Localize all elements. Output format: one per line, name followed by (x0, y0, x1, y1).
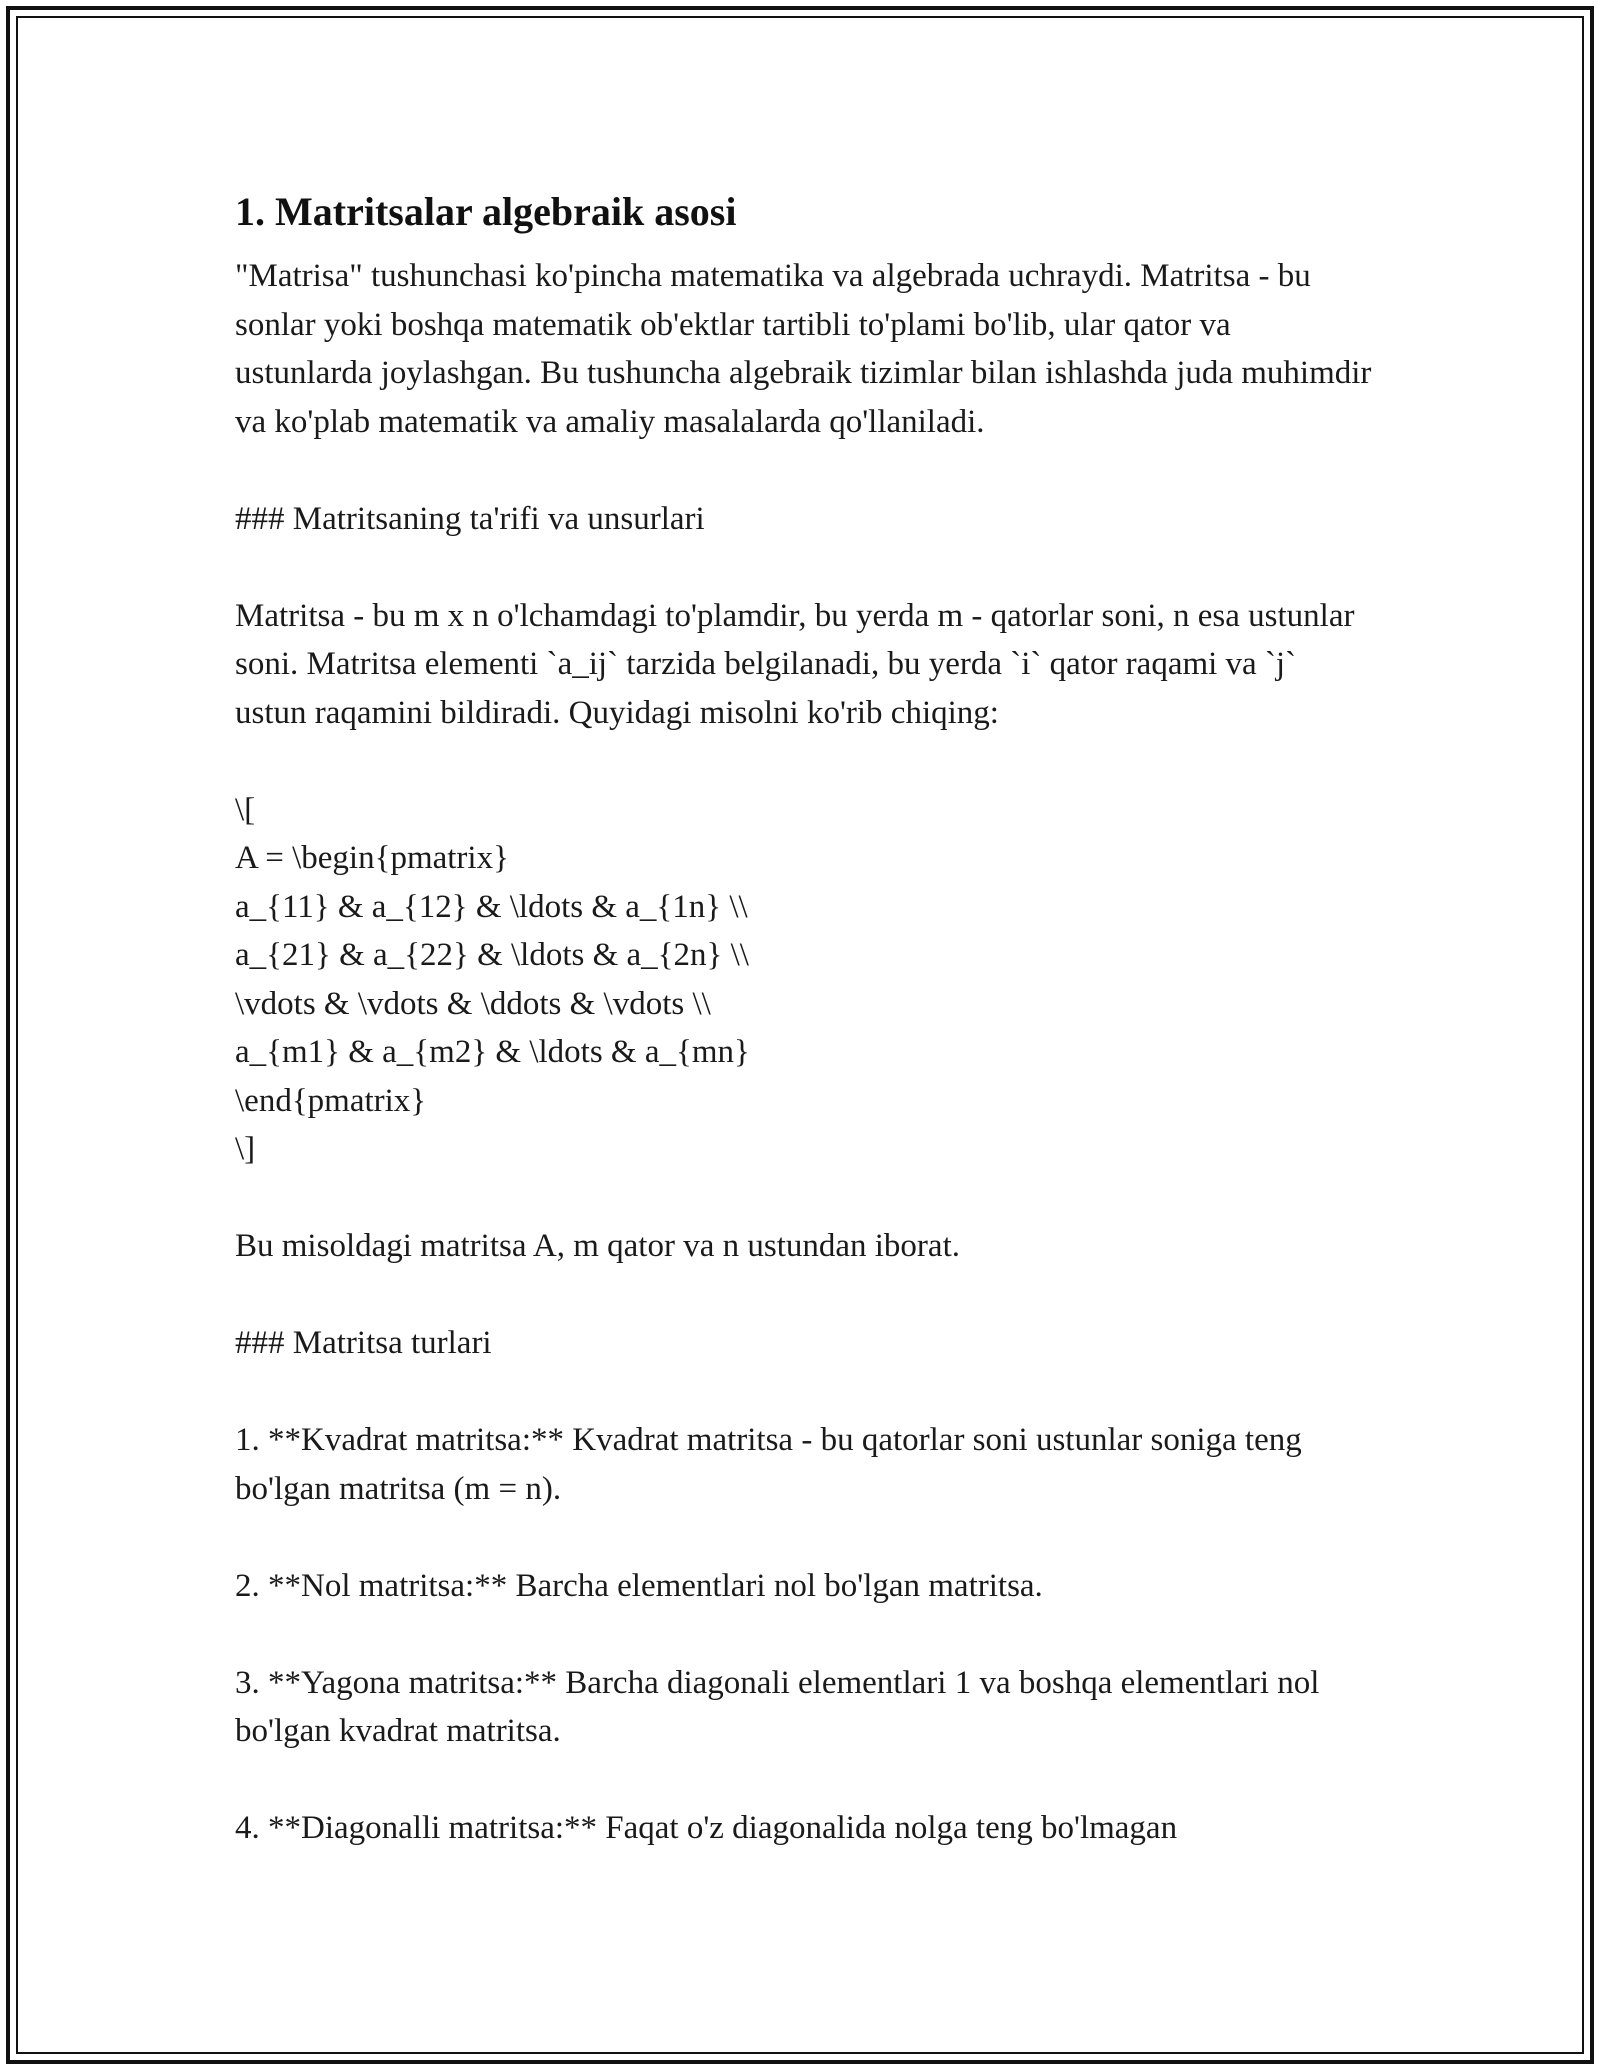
list-item-diagonal-matrix: 4. **Diagonalli matritsa:** Faqat o'z diagonalida nolga teng bo'lmagan (235, 1810, 1178, 1846)
types-heading: ### Matritsa turlari (235, 1325, 492, 1361)
latex-line: \vdots & \vdots & \ddots & \vdots \\ (235, 985, 711, 1022)
latex-line: a_{11} & a_{12} & \ldots & a_{1n} \\ (235, 888, 748, 925)
list-item-identity-matrix: 3. **Yagona matritsa:** Barcha diagonali elementlari 1 va boshqa elementlari nol bo'lgan kvadrat matritsa. (235, 1664, 1320, 1749)
latex-line: \[ (235, 791, 256, 828)
after-math-paragraph: Bu misoldagi matritsa A, m qator va n ustundan iborat. (235, 1228, 960, 1264)
latex-line: a_{21} & a_{22} & \ldots & a_{2n} \\ (235, 937, 749, 973)
definition-paragraph: Matritsa - bu m x n o'lchamdagi to'plamdir, bu yerda m - qatorlar soni, n esa ustunlar soni. Matritsa elementi `a_ij` tarzida belgilanadi, bu yerda `i` qator raqami va `j` ustun raqamini bildiradi. Quyidagi misolni ko'rib chiqing: (235, 597, 1355, 731)
latex-line: a_{m1} & a_{m2} & \ldots & a_{mn} (235, 1034, 750, 1070)
list-item-square-matrix: 1. **Kvadrat matritsa:** Kvadrat matritsa - bu qatorlar soni ustunlar soniga teng bo'lgan matritsa (m = n). (235, 1422, 1302, 1507)
matrix-latex-block (235, 786, 1375, 1174)
latex-line: \end{pmatrix} (235, 1082, 427, 1119)
section-title: 1. Matritsalar algebraik asosi (235, 189, 737, 234)
latex-line: \] (235, 1131, 256, 1167)
definition-heading: ### Matritsaning ta'rifi va unsurlari (235, 500, 705, 537)
document-body (235, 188, 1375, 1901)
latex-line: A = \begin{pmatrix} (235, 840, 509, 876)
list-item-zero-matrix: 2. **Nol matritsa:** Barcha elementlari nol bo'lgan matritsa. (235, 1567, 1043, 1604)
intro-paragraph: "Matrisa" tushunchasi ko'pincha matematika va algebrada uchraydi. Matritsa - bu sonlar yoki boshqa matematik ob'ektlar tartibli to'plami bo'lib, ular qator va ustunlarda joylashgan. Bu tushuncha algebraik tizimlar bilan ishlashda juda muhimdir va ko'plab matematik va amaliy masalalarda qo'llaniladi. (235, 258, 1372, 440)
